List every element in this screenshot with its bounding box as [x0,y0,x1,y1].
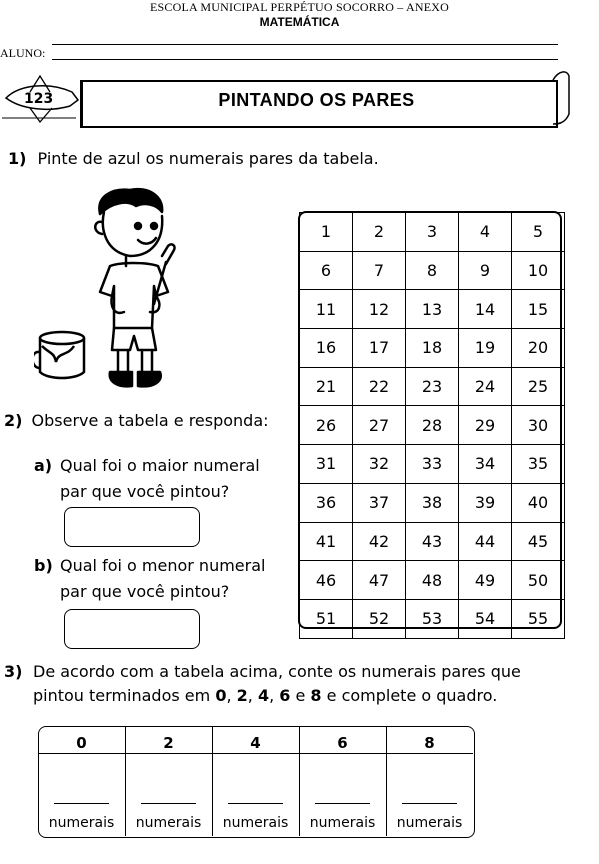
numbers-table-cell[interactable]: 2 [353,213,406,252]
numbers-table-cell[interactable]: 45 [512,522,565,561]
numbers-table-cell[interactable]: 55 [512,599,565,638]
student-label: ALUNO: [0,46,46,60]
count-blank-8[interactable] [402,803,457,804]
numbers-table-cell[interactable]: 51 [300,599,353,638]
numbers-table-cell[interactable]: 48 [406,561,459,600]
svg-text:123: 123 [24,91,54,107]
question-2a-line1: Qual foi o maior numeral [60,456,260,475]
numbers-table-cell[interactable]: 1 [300,213,353,252]
numbers-table-cell[interactable]: 53 [406,599,459,638]
question-3-line2-suffix: e complete o quadro. [321,686,498,705]
numbers-table-cell[interactable]: 20 [512,329,565,368]
numbers-table-cell[interactable]: 44 [459,522,512,561]
numbers-table-cell[interactable]: 13 [406,290,459,329]
numbers-table-cell[interactable]: 25 [512,367,565,406]
question-2b-line2: par que você pintou? [60,582,230,601]
question-2 [4,410,269,432]
numbers-table-cell[interactable]: 49 [459,561,512,600]
numbers-table-cell[interactable]: 21 [300,367,353,406]
numbers-table-cell[interactable]: 10 [512,251,565,290]
digit-6: 6 [279,686,291,705]
question-3-line2 [33,685,594,707]
numbers-table-cell[interactable]: 19 [459,329,512,368]
digit-2: 2 [236,686,248,705]
numbers-table-cell[interactable]: 28 [406,406,459,445]
numbers-table-cell[interactable]: 14 [459,290,512,329]
numbers-table-cell[interactable]: 42 [353,522,406,561]
count-blank-0[interactable] [54,803,109,804]
numbers-table-cell[interactable]: 33 [406,445,459,484]
numbers-table-row [300,290,565,329]
numbers-table-cell[interactable]: 38 [406,483,459,522]
numbers-table-cell[interactable]: 12 [353,290,406,329]
numbers-table-row [300,599,565,638]
numbers-table-cell[interactable]: 11 [300,290,353,329]
numbers-table-cell[interactable]: 27 [353,406,406,445]
count-footer-2: numerais [135,815,202,831]
question-1-number: 1) [8,149,27,168]
numbers-table-cell[interactable]: 40 [512,483,565,522]
answer-box-b[interactable] [64,609,200,649]
count-header-8: 8 [424,734,435,752]
numbers-table-cell[interactable]: 3 [406,213,459,252]
sep-4: e [290,686,311,705]
numbers-table-cell[interactable]: 32 [353,445,406,484]
numbers-table-cell[interactable]: 43 [406,522,459,561]
count-column-2 [125,726,212,836]
count-blank-2[interactable] [141,803,196,804]
question-2b [34,555,294,603]
numbers-table-cell[interactable]: 41 [300,522,353,561]
count-footer-0: numerais [48,815,115,831]
numbers-table-row [300,251,565,290]
digit-8: 8 [310,686,322,705]
question-2a [34,455,294,503]
banner-title: PINTANDO OS PARES [218,90,415,110]
numbers-table-cell[interactable]: 24 [459,367,512,406]
numbers-table-cell[interactable]: 47 [353,561,406,600]
numbers-table-cell[interactable]: 15 [512,290,565,329]
count-column-8 [386,726,473,836]
numbers-table-cell[interactable]: 23 [406,367,459,406]
numbers-table-cell[interactable]: 36 [300,483,353,522]
numbers-table-cell[interactable]: 17 [353,329,406,368]
numbers-table-cell[interactable]: 22 [353,367,406,406]
numbers-airplane-icon [0,70,82,126]
digit-4: 4 [257,686,270,705]
count-footer-4: numerais [222,815,289,831]
numbers-table-row [300,367,565,406]
question-2b-line1: Qual foi o menor numeral [60,556,266,575]
question-2a-label: a) [34,456,53,475]
numbers-table-cell[interactable]: 35 [512,445,565,484]
count-header-4: 4 [250,734,261,752]
school-name: ESCOLA MUNICIPAL PERPÉTUO SOCORRO – ANEXO [149,0,450,14]
numbers-table-cell[interactable]: 9 [459,251,512,290]
numbers-table-row [300,445,565,484]
student-name-line[interactable] [52,44,558,45]
question-3-number: 3) [4,662,23,681]
question-1 [8,148,379,170]
count-blank-4[interactable] [228,803,283,804]
numbers-table-row [300,329,565,368]
count-footer-6: numerais [309,815,376,831]
count-header-0: 0 [76,734,87,752]
count-footer-8: numerais [396,815,463,831]
count-header-2: 2 [163,734,174,752]
count-header-6: 6 [337,734,348,752]
numbers-table-cell[interactable]: 29 [459,406,512,445]
numbers-table-cell[interactable]: 18 [406,329,459,368]
question-3-line1: De acordo com a tabela acima, conte os numerais pares que [33,662,521,681]
numbers-table [299,212,565,639]
sep-2: , [247,686,258,705]
numbers-table-row [300,406,565,445]
question-2-number: 2) [4,411,23,430]
answer-box-a[interactable] [64,507,200,547]
question-2b-label: b) [34,556,53,575]
sep-1: , [226,686,237,705]
numbers-table-row [300,483,565,522]
numbers-table-row [300,213,565,252]
numbers-table-cell[interactable]: 39 [459,483,512,522]
numbers-table-cell[interactable]: 34 [459,445,512,484]
numbers-table-cell[interactable]: 5 [512,213,565,252]
numbers-table-cell[interactable]: 37 [353,483,406,522]
numbers-table-row [300,561,565,600]
numbers-table-cell[interactable]: 26 [300,406,353,445]
digit-0: 0 [215,686,227,705]
numbers-table-cell[interactable]: 31 [300,445,353,484]
numbers-table-cell[interactable]: 50 [512,561,565,600]
question-2a-line2: par que você pintou? [60,482,230,501]
question-1-text: Pinte de azul os numerais pares da tabela. [37,149,379,168]
numbers-table-cell[interactable]: 54 [459,599,512,638]
numbers-table-cell[interactable]: 30 [512,406,565,445]
numbers-table-cell[interactable]: 6 [300,251,353,290]
numbers-table-cell[interactable]: 46 [300,561,353,600]
count-blank-6[interactable] [315,803,370,804]
count-column-6 [299,726,386,836]
sep-3: , [269,686,280,705]
question-3 [4,661,594,707]
numbers-table-row [300,522,565,561]
student-name-line-2 [52,59,558,60]
numbers-table-cell[interactable]: 16 [300,329,353,368]
subject-title: MATEMÁTICA [259,15,340,29]
numbers-table-cell[interactable]: 4 [459,213,512,252]
numbers-table-cell[interactable]: 7 [353,251,406,290]
question-3-line2-prefix: pintou terminados em [33,686,216,705]
boy-painter-illustration [34,186,184,401]
numbers-table-cell[interactable]: 52 [353,599,406,638]
count-column-0 [38,726,125,836]
numbers-table-cell[interactable]: 8 [406,251,459,290]
count-column-4 [212,726,299,836]
question-2-text: Observe a tabela e responda: [31,411,269,430]
